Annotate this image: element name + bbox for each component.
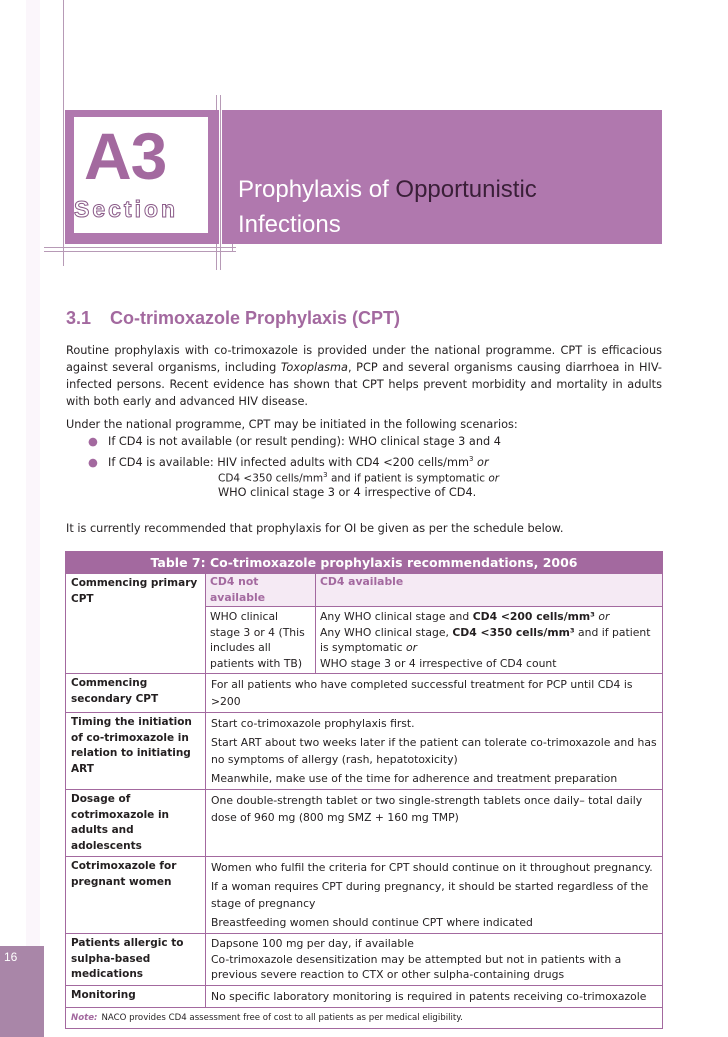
list-sub-item: CD4 <350 cells/$mm^3$ and if patient is symptomatic or [218,471,500,485]
note-text: NACO provides CD4 assessment free of cost to all patients as per medical eligibility. [101,1012,463,1023]
section-code: A3 [84,119,167,193]
table-cell: Start co-trimoxazole prophylaxis first. Start ART about two weeks later if the patient can tolerate co-trimoxazole and has no symptoms of allergy (rash, hepatotoxicity) Meanwhile, make use of the time for adherence and treatment preparation [211,717,657,785]
table-cell: WHO clinical stage 3 or 4 (This includes all patients with TB) [206,607,316,673]
guide-line [44,251,236,252]
note-label: Note: [71,1012,98,1023]
table-cell: Any WHO clinical stage and CD4 <200 cells/mm³ or Any WHO clinical stage, CD4 <350 cells/mm³ and if patient is symptomatic or WHO stage 3 or 4 irrespective of CD4 count [320,610,651,670]
subsection-title: Co-trimoxazole Prophylaxis (CPT) [110,308,401,328]
table-row [66,574,662,673]
row-label: Patients allergic to sulpha-based medications [66,934,206,985]
bullet-icon: ● [88,435,98,448]
guide-line [44,247,236,248]
table-subheader [206,574,662,606]
list-item: ● If CD4 is not available (or result pending): WHO clinical stage 3 and 4 [88,435,501,448]
table-row [66,712,662,789]
page-number: 16 [4,950,18,964]
bullet-icon: ● [88,455,98,469]
section-title: Prophylaxis of Opportunistic Infections [238,176,537,238]
list-sub-item: WHO clinical stage 3 or 4 irrespective of CD4. [218,486,477,499]
left-margin-strip [0,0,40,1037]
intro-paragraph: Routine prophylaxis with co-trimoxazole is provided under the national programme. CPT is efficacious against several organisms, including Toxoplasma, PCP and several organisms causing diarrhoea in HIV-infected persons. Recent evidence has shown that CPT helps prevent morbidity and mortality in adults with both early and advanced HIV disease. [66,344,662,408]
row-label: Commencing primary CPT [66,574,206,673]
table-cell: For all patients who have completed successful treatment for PCP until CD4 is >200 [211,678,633,708]
row-label: Monitoring [66,986,206,1007]
column-header: CD4 not available [206,574,316,606]
section-label: Section [74,196,179,222]
table-row [66,985,662,1007]
table-row [66,856,662,933]
table-row [66,933,662,985]
column-header: CD4 available [320,575,404,588]
guide-line [220,95,221,270]
subsection-heading [66,308,400,329]
table-cell: One double-strength tablet or two single-strength tablets once daily– total daily dose of 960 mg (800 mg SMZ + 160 mg TMP) [211,794,643,824]
recommendations-table [65,551,663,1029]
row-label: Commencing secondary CPT [66,674,206,712]
scenarios-paragraph: Under the national programme, CPT may be initiated in the following scenarios: [66,418,518,431]
row-label: Timing the initiation of co-trimoxazole in relation to initiating ART [66,713,206,789]
row-label: Dosage of cotrimoxazole in adults and adolescents [66,790,206,856]
table-cell: Dapsone 100 mg per day, if available Co-trimoxazole desensitization may be attempted but not in patients with a previous severe reaction to CTX or other sulpha-containing drugs [211,937,622,981]
table-row [66,673,662,712]
list-item: ● If CD4 is available: HIV infected adults with CD4 <200 cells/$mm^3$ or [88,455,489,469]
table-cell: Women who fulfil the criteria for CPT should continue on it throughout pregnancy. If a woman requires CPT during pregnancy, it should be started regardless of the stage of pregnancy Breastfeeding women should continue CPT where indicated [211,861,653,929]
subsection-number: 3.1 [66,308,92,328]
schedule-paragraph: It is currently recommended that prophylaxis for OI be given as per the schedule below. [66,522,564,535]
table-title: Table 7: Co-trimoxazole prophylaxis recommendations, 2006 [66,552,662,574]
table-row [66,789,662,856]
row-label: Cotrimoxazole for pregnant women [66,857,206,933]
guide-line [63,0,64,266]
table-cell: No specific laboratory monitoring is required in patents receiving co-trimoxazole [211,989,647,1003]
table-note [66,1007,662,1028]
